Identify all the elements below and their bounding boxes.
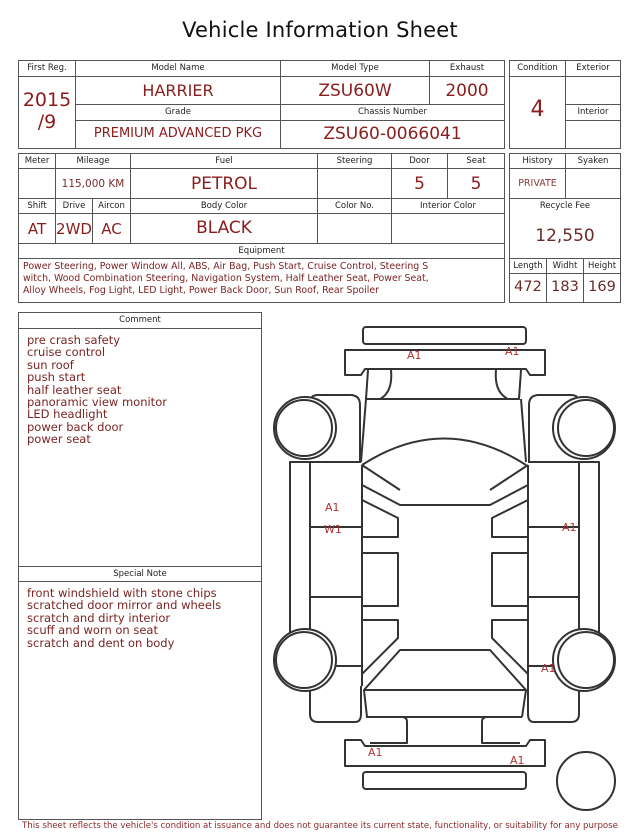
height-label: Height [587,261,617,271]
drive-header [56,199,93,214]
grade-cell [76,121,281,148]
headlight-right [496,370,508,399]
history-header [510,154,566,169]
comment-item: half leather seat [27,382,122,397]
damage-mark-left-door-2: W1 [324,523,342,536]
special-note-label: Special Note [113,569,167,579]
model-name-value: HARRIER [142,81,214,100]
comment-item: cruise control [27,345,106,360]
rear-seat-left [362,553,398,606]
first-reg-month: /9 [37,111,57,133]
taillight-left [367,717,407,743]
first-reg-header [19,61,76,77]
specs-table [18,153,505,303]
page-title: Vehicle Information Sheet [182,18,458,42]
comment-header [19,313,261,329]
roof-outline [362,485,528,505]
chassis-value: ZSU60-0066041 [323,124,462,144]
aircon-header [93,199,131,214]
interior-color-header [392,199,504,214]
meter-label: Meter [24,156,50,166]
chassis-cell [281,121,504,148]
history-value: PRIVATE [518,178,557,189]
mileage-label: Mileage [76,156,110,166]
wheel-front-right [558,400,614,456]
windshield-arc [362,439,526,466]
wheel-rear-left [276,632,332,688]
history-label: History [522,156,553,166]
drive-label: Drive [62,201,86,211]
height-cell [584,274,620,302]
damage-mark-rear-bumper-left: A1 [368,746,383,759]
height-value: 169 [588,279,616,295]
interior-header [566,105,620,121]
syaken-header [566,154,620,169]
seat-header [448,154,504,169]
width-label: Widht [552,261,578,271]
car-damage-diagram [268,320,628,820]
color-no-label: Color No. [334,201,374,211]
rear-seat-right [492,553,528,606]
damage-mark-rear-bumper-right: A1 [510,754,525,767]
door-label: Door [409,156,430,166]
special-note-item: scratch and dent on body [27,635,175,650]
special-note-item: front windshield with stone chips [27,586,217,600]
roof-lines [362,465,528,490]
aircon-label: Aircon [98,201,125,211]
color-no-cell [318,214,392,244]
condition-cell [510,77,566,148]
special-note-item: scuff and worn on seat [27,623,158,638]
front-seat-left [362,500,398,537]
wheel-front-left [276,400,332,456]
condition-value: 4 [530,97,545,122]
grade-value: PREMIUM ADVANCED PKG [93,126,263,141]
meter-header [19,154,56,169]
rear-quarter-right [492,620,528,674]
equipment-value: Power Steering, Power Window All, ABS, Air Bag, Push Start, Cruise Control, Steering Switch, Wood Combination Steering, Navigation System, Half Leather Seat, Power Seat, Alloy Wheels, Fog Light, LED Light, Power Back Door, Sun Roof, Rear Spoiler [23,261,429,296]
mileage-header [56,154,131,169]
fuel-cell [131,169,318,199]
body-color-header [131,199,318,214]
first-reg-cell [19,77,76,149]
interior-label: Interior [577,107,609,117]
comment-item: power seat [27,432,91,447]
comment-item: power back door [27,419,124,434]
model-type-header [281,61,430,77]
special-note-list [27,587,221,649]
tailgate [364,690,526,717]
drive-value: 2WD [56,220,92,238]
door-value: 5 [414,174,425,194]
steering-label: Steering [336,156,373,166]
damage-mark-right-door: A1 [562,521,577,534]
aircon-cell [93,214,131,244]
seat-value: 5 [470,174,482,194]
steering-cell [318,169,392,199]
equipment-label: Equipment [238,246,285,256]
door-cell [392,169,448,199]
exhaust-header [430,61,504,77]
interior-color-label: Interior Color [420,201,476,211]
body-color-value: BLACK [196,218,252,238]
grade-label: Grade [165,107,191,117]
taillight-right [482,717,522,743]
length-value: 472 [514,279,542,295]
comment-label: Comment [119,315,161,325]
spare-wheel [557,752,615,810]
width-header [547,259,584,274]
model-type-value: ZSU60W [318,81,392,101]
condition-label: Condition [517,63,558,73]
rear-quarter-left [362,620,398,674]
exhaust-label: Exhaust [449,63,485,73]
special-note-item: scratch and dirty interior [27,610,171,625]
history-table [509,153,621,303]
rear-window [364,650,526,690]
mileage-cell [56,169,131,199]
damage-mark-right-rear-wheel: A1 [541,662,556,675]
front-seat-right [492,500,528,537]
model-name-cell [76,77,281,105]
exterior-header [566,61,620,77]
seat-label: Seat [466,156,486,166]
length-cell [510,274,547,302]
chassis-label: Chassis Number [357,107,428,117]
comment-panel [18,312,262,820]
aircon-value: AC [101,220,122,238]
shift-value: AT [27,220,47,238]
interior-cell [566,121,620,148]
first-reg-year: 2015 [22,89,72,111]
recycle-header [510,199,620,214]
length-header [510,259,547,274]
model-name-header [76,61,281,77]
equipment-header [19,244,504,259]
width-value: 183 [551,279,579,295]
comment-item: sun roof [27,357,74,372]
rear-garnish-outline [363,772,526,789]
fuel-header [131,154,318,169]
exterior-cell [566,77,620,105]
meter-cell [19,169,56,199]
recycle-cell [510,214,620,259]
exterior-label: Exterior [576,63,610,73]
width-cell [547,274,584,302]
drive-cell [56,214,93,244]
disclaimer-footer: This sheet reflects the vehicle's condition at issuance and does not guarantee its current state, functionality, or suitability for any purpose [22,821,618,831]
model-type-cell [281,77,430,105]
recycle-label: Recycle Fee [539,201,591,211]
syaken-cell [566,169,620,199]
condition-header [510,61,566,77]
fuel-value: PETROL [190,174,258,194]
comment-list [27,334,167,446]
comment-item: panoramic view monitor [27,395,167,410]
chassis-header [281,105,504,121]
front-grille-outline [363,327,526,344]
damage-mark-front-bumper-right: A1 [505,345,520,358]
exhaust-cell [430,77,504,105]
damage-mark-left-door: A1 [325,501,340,514]
seat-cell [448,169,504,199]
syaken-label: Syaken [577,156,609,166]
condition-table [509,60,621,149]
special-note-header [19,567,261,582]
comment-item: push start [27,370,86,385]
history-cell [510,169,566,199]
comment-item: pre crash safety [27,333,121,347]
grade-header [76,105,281,121]
headlight-left [380,370,391,399]
model-name-label: Model Name [151,63,205,73]
shift-label: Shift [27,201,47,211]
shift-cell [19,214,56,244]
color-no-header [318,199,392,214]
first-reg-label: First Reg. [27,63,67,73]
steering-header [318,154,392,169]
damage-mark-front-bumper-left: A1 [407,349,422,362]
model-type-label: Model Type [331,63,379,73]
special-note-item: scratched door mirror and wheels [27,598,222,613]
mileage-value: 115,000 KM [61,178,125,190]
door-header [392,154,448,169]
length-label: Length [513,261,543,271]
comment-item: LED headlight [27,407,108,422]
interior-color-cell [392,214,504,244]
exhaust-value: 2000 [445,81,489,101]
vehicle-info-table [18,60,505,149]
wheel-rear-right [558,632,614,688]
shift-header [19,199,56,214]
body-color-label: Body Color [200,201,248,211]
fuel-label: Fuel [215,156,233,166]
height-header [584,259,620,274]
body-color-cell [131,214,318,244]
recycle-value: 12,550 [535,226,595,246]
